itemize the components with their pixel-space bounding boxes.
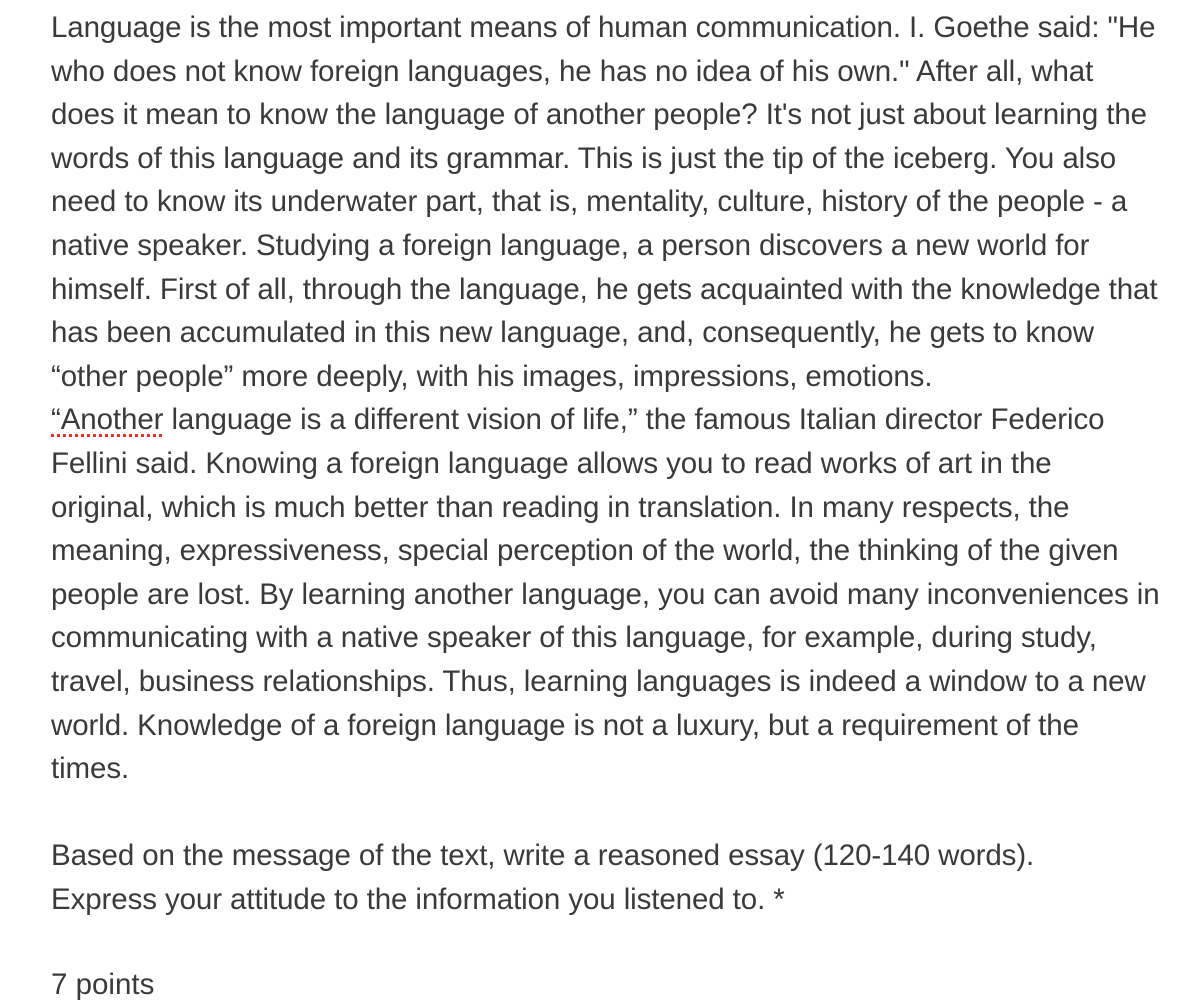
paragraph-fellini <box>51 398 1161 790</box>
paragraph-gap <box>51 791 1161 835</box>
task-line-2: Express your attitude to the information you listened to. * <box>51 882 785 916</box>
document-body <box>51 6 1161 921</box>
cut-off-points-line: 7 points <box>51 968 155 1001</box>
task-line-1: Based on the message of the text, write a reasoned essay (120-140 words). <box>51 839 1035 873</box>
task-instruction <box>51 834 1161 921</box>
paragraph-goethe: Language is the most important means of human communication. I. Goethe said: "He who does not know foreign languages, he has no idea of his own." After all, what does it mean to know the language of another people? It's not just about learning the words of this language and its grammar. This is just the tip of the iceberg. You also need to know its underwater part, that is, mentality, culture, history of the people - a native speaker. Studying a foreign language, a person discovers a new world for himself. First of all, through the language, he gets acquainted with the knowledge that has been accumulated in this new language, and, consequently, he gets to know “other people” more deeply, with his images, impressions, emotions. <box>51 11 1158 393</box>
spellcheck-flagged-word[interactable]: “Another <box>51 403 164 437</box>
paragraph-fellini-text: language is a different vision of life,” the famous Italian director Federico Fellini said. Knowing a foreign language allows you to read works of art in the original, which is much better than reading in translation. In many respects, the meaning, expressiveness, special perception of the world, the thinking of the given people are lost. By learning another language, you can avoid many inconveniences in communicating with a native speaker of this language, for example, during study, travel, business relationships. Thus, learning languages is indeed a window to a new world. Knowledge of a foreign language is not a luxury, but a requirement of the times. <box>51 403 1160 786</box>
